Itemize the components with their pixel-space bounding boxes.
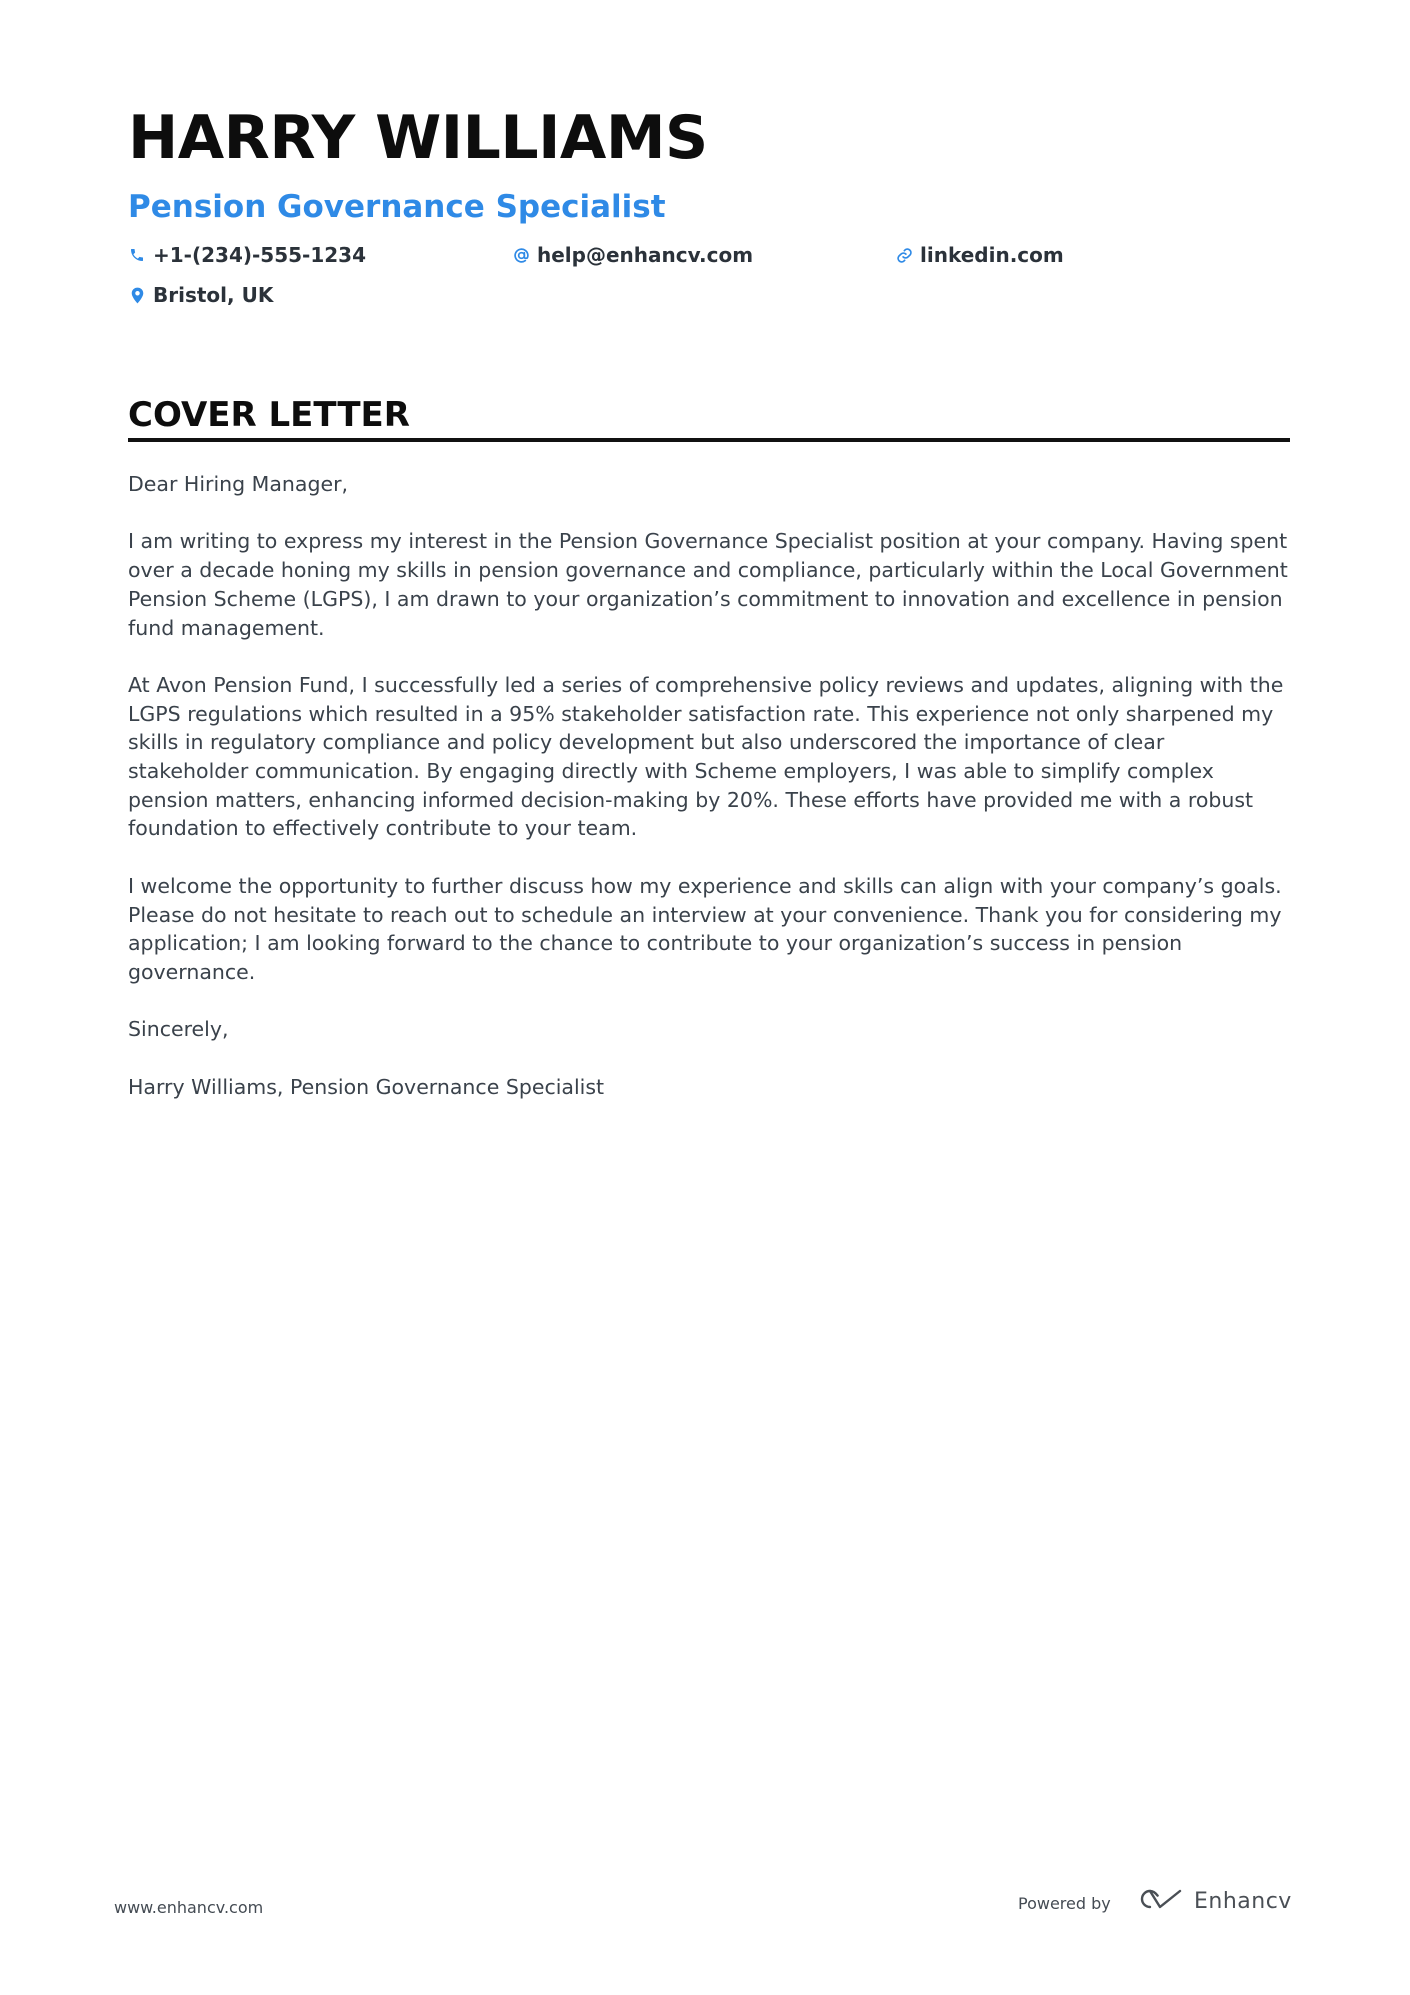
- letter-closing: Sincerely,: [128, 1017, 229, 1042]
- link-icon: [895, 246, 913, 264]
- footer-brand[interactable]: [1138, 1887, 1292, 1916]
- contact-linkedin-text: linkedin.com: [920, 243, 1064, 267]
- letter-signature: Harry Williams, Pension Governance Specialist: [128, 1074, 605, 1099]
- candidate-name: HARRY WILLIAMS: [128, 103, 708, 173]
- letter-paragraph: I am writing to express my interest in the Pension Governance Specialist position at your company. Having spent over a decade honing my skills in pension governance and compliance, particularly within the Local Government Pension Scheme (LGPS), I am drawn to your organization’s commitment to innovation and excellence in pension fund management.: [128, 529, 1288, 640]
- candidate-role: Pension Governance Specialist: [128, 189, 666, 225]
- letter-paragraph: I welcome the opportunity to further discuss how my experience and skills can align with your company’s goals. Please do not hesitate to reach out to schedule an interview at your convenience. Thank you for considering my application; I am looking forward to the chance to contribute to your organization’s success in pension governance.: [128, 873, 1282, 984]
- contact-email[interactable]: [512, 245, 753, 265]
- section-divider: [128, 438, 1290, 442]
- phone-icon: [128, 246, 146, 264]
- at-icon: [512, 246, 530, 264]
- footer-powered-by: Powered by: [1018, 1894, 1111, 1913]
- contact-linkedin[interactable]: [895, 245, 1064, 265]
- letter-greeting: Dear Hiring Manager,: [128, 472, 349, 496]
- contact-phone-text: +1-(234)-555-1234: [153, 243, 367, 267]
- contact-email-text: help@enhancv.com: [537, 243, 754, 267]
- letter-paragraph: At Avon Pension Fund, I successfully led a series of comprehensive policy reviews and updates, aligning with the LGPS regulations which resulted in a 95% stakeholder satisfaction rate. This experience not only sharpened my skills in regulatory compliance and policy development but also underscored the importance of clear stakeholder communication. By engaging directly with Scheme employers, I was able to simplify complex pension matters, enhancing informed decision-making by 20%. These efforts have provided me with a robust foundation to effectively contribute to your team.: [128, 672, 1284, 841]
- contact-location-text: Bristol, UK: [153, 283, 274, 307]
- enhancv-logo-icon: [1138, 1887, 1184, 1916]
- section-title: COVER LETTER: [128, 395, 410, 435]
- contact-location: [128, 285, 273, 305]
- location-pin-icon: [128, 286, 146, 304]
- contact-phone[interactable]: [128, 245, 366, 265]
- footer-brand-name: Enhancv: [1194, 1889, 1292, 1914]
- letter-body: [128, 470, 1290, 1130]
- footer-website-link[interactable]: www.enhancv.com: [114, 1898, 264, 1917]
